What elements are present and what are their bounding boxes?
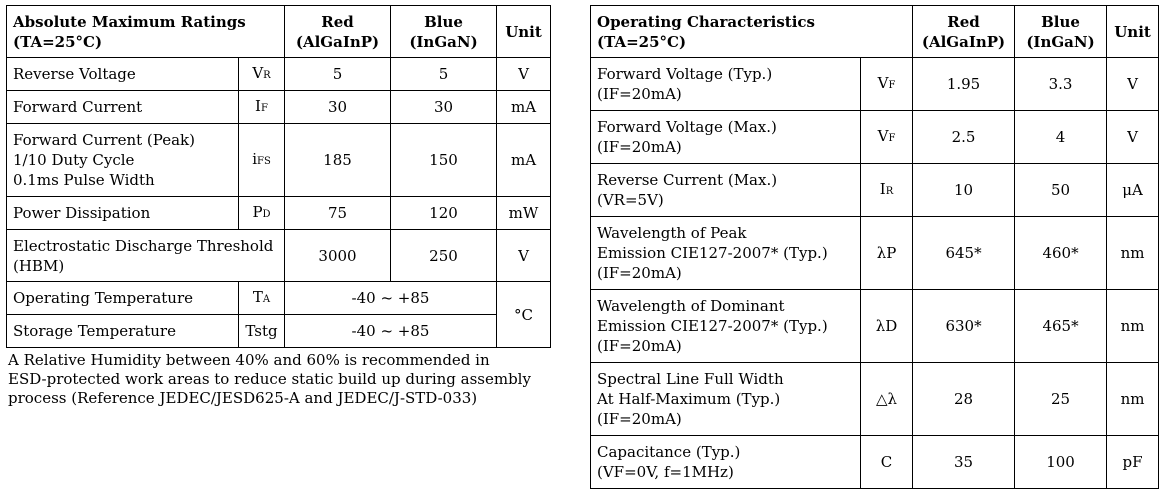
symbol-cell: VF: [861, 111, 913, 164]
unit-cell: mA: [497, 91, 551, 124]
col-red-label: Red: [947, 12, 980, 31]
blue-value: 250: [391, 230, 497, 282]
col-header-blue: [1015, 6, 1107, 58]
red-value: 75: [285, 197, 391, 230]
param-cell: Spectral Line Full Width At Half-Maximum (Typ.) (IF=20mA): [591, 363, 861, 436]
col-header-blue: [391, 6, 497, 58]
blue-value: 25: [1015, 363, 1107, 436]
param-cell: Capacitance (Typ.) (VF=0V, f=1MHz): [591, 436, 861, 489]
table-row: [591, 164, 1159, 217]
symbol-cell: TA: [239, 282, 285, 315]
symbol-cell: IF: [239, 91, 285, 124]
table-row: [7, 197, 551, 230]
unit-cell: μA: [1107, 164, 1159, 217]
red-value: 630*: [913, 290, 1015, 363]
symbol-cell: PD: [239, 197, 285, 230]
param-cell: Electrostatic Discharge Threshold (HBM): [7, 230, 285, 282]
col-red-sub: (AlGaInP): [295, 32, 380, 51]
oc-condition: (TA=25°C): [597, 32, 687, 51]
amr-title: Absolute Maximum Ratings: [13, 12, 246, 31]
red-value: 2.5: [913, 111, 1015, 164]
temp-unit-cell: °C: [497, 282, 551, 348]
param-cell: Reverse Current (Max.) (VR=5V): [591, 164, 861, 217]
param-cell: Wavelength of Peak Emission CIE127-2007* (Typ.) (IF=20mA): [591, 217, 861, 290]
col-blue-label: Blue: [424, 12, 463, 31]
blue-value: 5: [391, 58, 497, 91]
param-cell: Reverse Voltage: [7, 58, 239, 91]
red-value: 5: [285, 58, 391, 91]
col-blue-label: Blue: [1041, 12, 1080, 31]
table-row: [7, 282, 551, 315]
param-cell: Forward Current: [7, 91, 239, 124]
col-blue-sub: (InGaN): [1026, 32, 1095, 51]
operating-characteristics-table: [590, 5, 1159, 489]
unit-cell: V: [497, 230, 551, 282]
unit-cell: V: [497, 58, 551, 91]
red-value: 1.95: [913, 58, 1015, 111]
blue-value: 150: [391, 124, 497, 197]
table-row: [7, 124, 551, 197]
unit-cell: pF: [1107, 436, 1159, 489]
table-row: [7, 315, 551, 348]
symbol-cell: IR: [861, 164, 913, 217]
humidity-note: A Relative Humidity between 40% and 60% is recommended in ESD-protected work areas to reduce static build up during assembly process (Reference JEDEC/JESD625-A and JEDEC/J-STD-033): [8, 351, 531, 407]
red-value: 10: [913, 164, 1015, 217]
oc-title-cell: [591, 6, 913, 58]
red-value: 3000: [285, 230, 391, 282]
blue-value: 50: [1015, 164, 1107, 217]
blue-value: 120: [391, 197, 497, 230]
param-cell: Wavelength of Dominant Emission CIE127-2007* (Typ.) (IF=20mA): [591, 290, 861, 363]
param-cell: Forward Voltage (Typ.) (IF=20mA): [591, 58, 861, 111]
table-row: [7, 230, 551, 282]
blue-value: 4: [1015, 111, 1107, 164]
unit-cell: V: [1107, 58, 1159, 111]
param-cell: Storage Temperature: [7, 315, 239, 348]
table-header-row: [591, 6, 1159, 58]
col-header-unit: Unit: [1107, 6, 1159, 58]
table-row: [591, 217, 1159, 290]
unit-cell: mA: [497, 124, 551, 197]
param-cell: Operating Temperature: [7, 282, 239, 315]
range-value: -40 ~ +85: [285, 315, 497, 348]
red-value: 28: [913, 363, 1015, 436]
col-header-unit: Unit: [497, 6, 551, 58]
symbol-cell: iFS: [239, 124, 285, 197]
param-cell: Forward Voltage (Max.) (IF=20mA): [591, 111, 861, 164]
symbol-cell: VF: [861, 58, 913, 111]
blue-value: 100: [1015, 436, 1107, 489]
table-row: [7, 58, 551, 91]
symbol-cell: C: [861, 436, 913, 489]
col-header-red: [285, 6, 391, 58]
table-row: [591, 290, 1159, 363]
param-cell: Forward Current (Peak) 1/10 Duty Cycle 0.1ms Pulse Width: [7, 124, 239, 197]
unit-cell: V: [1107, 111, 1159, 164]
unit-cell: mW: [497, 197, 551, 230]
unit-cell: nm: [1107, 363, 1159, 436]
red-value: 185: [285, 124, 391, 197]
col-header-red: [913, 6, 1015, 58]
red-value: 30: [285, 91, 391, 124]
col-red-label: Red: [321, 12, 354, 31]
symbol-cell: λD: [861, 290, 913, 363]
table-row: [591, 363, 1159, 436]
blue-value: 3.3: [1015, 58, 1107, 111]
table-row: [591, 436, 1159, 489]
absolute-maximum-ratings-table: [6, 5, 551, 348]
red-value: 645*: [913, 217, 1015, 290]
blue-value: 465*: [1015, 290, 1107, 363]
unit-cell: nm: [1107, 290, 1159, 363]
amr-condition: (TA=25°C): [13, 32, 103, 51]
amr-title-cell: [7, 6, 285, 58]
col-blue-sub: (InGaN): [409, 32, 478, 51]
blue-value: 30: [391, 91, 497, 124]
range-value: -40 ~ +85: [285, 282, 497, 315]
symbol-cell: VR: [239, 58, 285, 91]
symbol-cell: △λ: [861, 363, 913, 436]
symbol-cell: λP: [861, 217, 913, 290]
table-header-row: [7, 6, 551, 58]
table-row: [591, 111, 1159, 164]
table-row: [7, 91, 551, 124]
col-red-sub: (AlGaInP): [921, 32, 1006, 51]
param-cell: Power Dissipation: [7, 197, 239, 230]
red-value: 35: [913, 436, 1015, 489]
symbol-cell: Tstg: [239, 315, 285, 348]
table-row: [591, 58, 1159, 111]
unit-cell: nm: [1107, 217, 1159, 290]
oc-title: Operating Characteristics: [597, 12, 816, 31]
blue-value: 460*: [1015, 217, 1107, 290]
